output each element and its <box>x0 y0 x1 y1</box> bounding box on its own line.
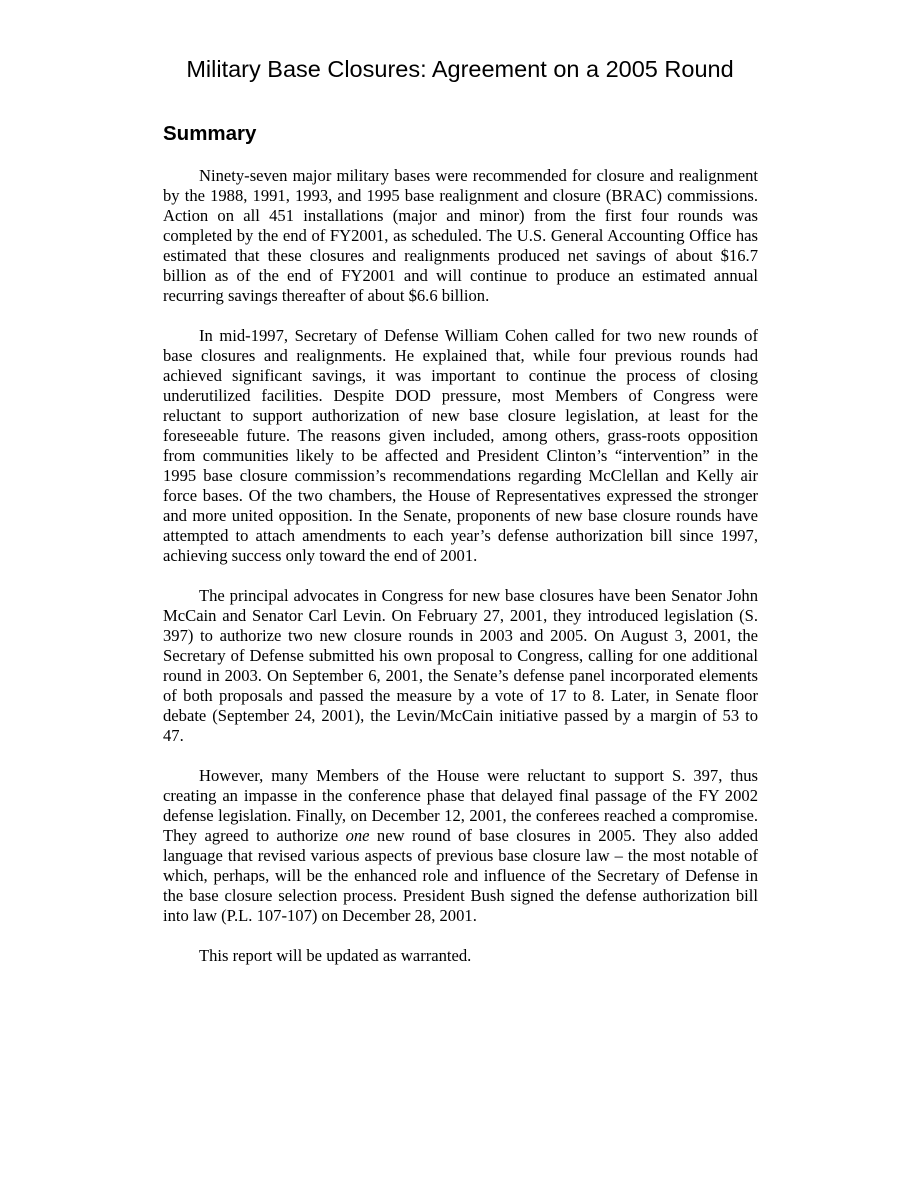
summary-paragraph-4 <box>163 766 758 926</box>
summary-body <box>163 166 758 986</box>
paragraph-4-emphasis: one <box>345 826 370 845</box>
summary-paragraph-1: Ninety-seven major military bases were recommended for closure and realignment by the 1988, 1991, 1993, and 1995 base realignment and closure (BRAC) commissions. Action on all 451 installations (major and minor) from the first four rounds was completed by the end of FY2001, as scheduled. The U.S. General Accounting Office has estimated that these closures and realignments produced net savings of about $16.7 billion as of the end of FY2001 and will continue to produce an estimated annual recurring savings thereafter of about $6.6 billion. <box>163 166 758 305</box>
summary-paragraph-2: In mid-1997, Secretary of Defense William Cohen called for two new rounds of base closures and realignments. He explained that, while four previous rounds had achieved significant savings, it was important to continue the process of closing underutilized facilities. Despite DOD pressure, most Members of Congress were reluctant to support authorization of new base closure legislation, at least for the foreseeable future. The reasons given included, among others, grass-roots opposition from communities likely to be affected and President Clinton’s “intervention” in the 1995 base closure commission’s recommendations regarding McClellan and Kelly air force bases. Of the two chambers, the House of Representatives expressed the stronger and more united opposition. In the Senate, proponents of new base closure rounds have attempted to attach amendments to each year’s defense authorization bill since 1997, achieving success only toward the end of 2001. <box>163 326 758 565</box>
paragraph-4-text-after: new round of base closures in 2005. They also added language that revised various aspects of previous base closure law – the most notable of which, perhaps, will be the enhanced role and influence of the Secretary of Defense in the base closure selection process. President Bush signed the defense authorization bill into law (P.L. 107-107) on December 28, 2001. <box>163 826 758 925</box>
paragraph-4-text-before: However, many Members of the House were reluctant to support S. 397, thus creating an impasse in the conference phase that delayed final passage of the FY 2002 defense legislation. Finally, on December 12, 2001, the conferees reached a compromise. They agreed to authorize <box>163 766 758 845</box>
section-heading-summary: Summary <box>163 122 257 145</box>
summary-paragraph-3: The principal advocates in Congress for new base closures have been Senator John McCain and Senator Carl Levin. On February 27, 2001, they introduced legislation (S. 397) to authorize two new closure rounds in 2003 and 2005. On August 3, 2001, the Secretary of Defense submitted his own proposal to Congress, calling for one additional round in 2003. On September 6, 2001, the Senate’s defense panel incorporated elements of both proposals and passed the measure by a vote of 17 to 8. Later, in Senate floor debate (September 24, 2001), the Levin/McCain initiative passed by a margin of 53 to 47. <box>163 586 758 745</box>
closing-paragraph: This report will be updated as warranted. <box>199 946 472 965</box>
document-title: Military Base Closures: Agreement on a 2005 Round <box>186 56 734 82</box>
